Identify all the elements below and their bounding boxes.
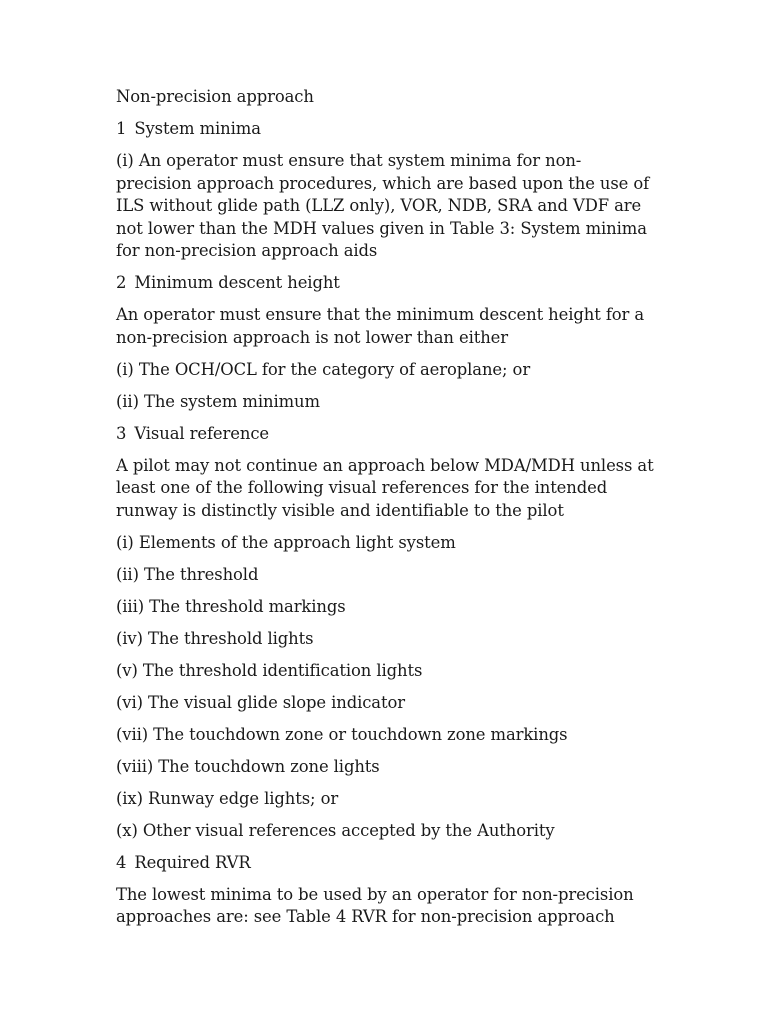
list-item: (vii) The touchdown zone or touchdown zone markings [116, 724, 568, 744]
section-heading [116, 852, 656, 875]
paragraph: The lowest minima to be used by an operator for non-precision approaches are: see Table 4 RVR for non-precision approach [116, 884, 634, 926]
list-item: (ii) The system minimum [116, 391, 320, 411]
section-title: Minimum descent height [134, 273, 340, 292]
document-title: Non-precision approach [116, 87, 314, 106]
list-item: (iii) The threshold markings [116, 596, 346, 616]
list-item: (ix) Runway edge lights; or [116, 788, 339, 808]
list-item: (vi) The visual glide slope indicator [116, 692, 405, 712]
section-heading [116, 423, 656, 446]
section-number: 1 [116, 119, 127, 138]
list-item: (iv) The threshold lights [116, 628, 314, 648]
list-item: (v) The threshold identification lights [116, 660, 423, 680]
list-item: (x) Other visual references accepted by the Authority [116, 820, 555, 840]
section-number: 4 [116, 852, 127, 872]
section-heading [116, 118, 656, 141]
list-item: (i) Elements of the approach light system [116, 532, 456, 552]
paragraph: An operator must ensure that the minimum descent height for a non-precision approach is not lower than either [116, 305, 645, 347]
paragraph: (i) An operator must ensure that system minima for non-precision approach procedures, which are based upon the use of ILS without glide path (LLZ only), VOR, NDB, SRA and VDF are not lower than the MDH values given in Table 3: System minima for non-precision approach aids [116, 151, 650, 260]
section-number: 3 [116, 423, 127, 443]
list-item: (ii) The threshold [116, 564, 259, 584]
list-item: (i) The OCH/OCL for the category of aeroplane; or [116, 359, 531, 379]
list-item: (viii) The touchdown zone lights [116, 756, 380, 776]
paragraph: A pilot may not continue an approach below MDA/MDH unless at least one of the following visual references for the intended runway is distinctly visible and identifiable to the pilot [116, 455, 654, 520]
section-title: Required RVR [134, 852, 251, 872]
section-title: System minima [134, 119, 261, 138]
section-heading [116, 272, 656, 295]
section-title: Visual reference [134, 423, 269, 443]
section-number: 2 [116, 273, 127, 292]
document-page [116, 86, 656, 938]
